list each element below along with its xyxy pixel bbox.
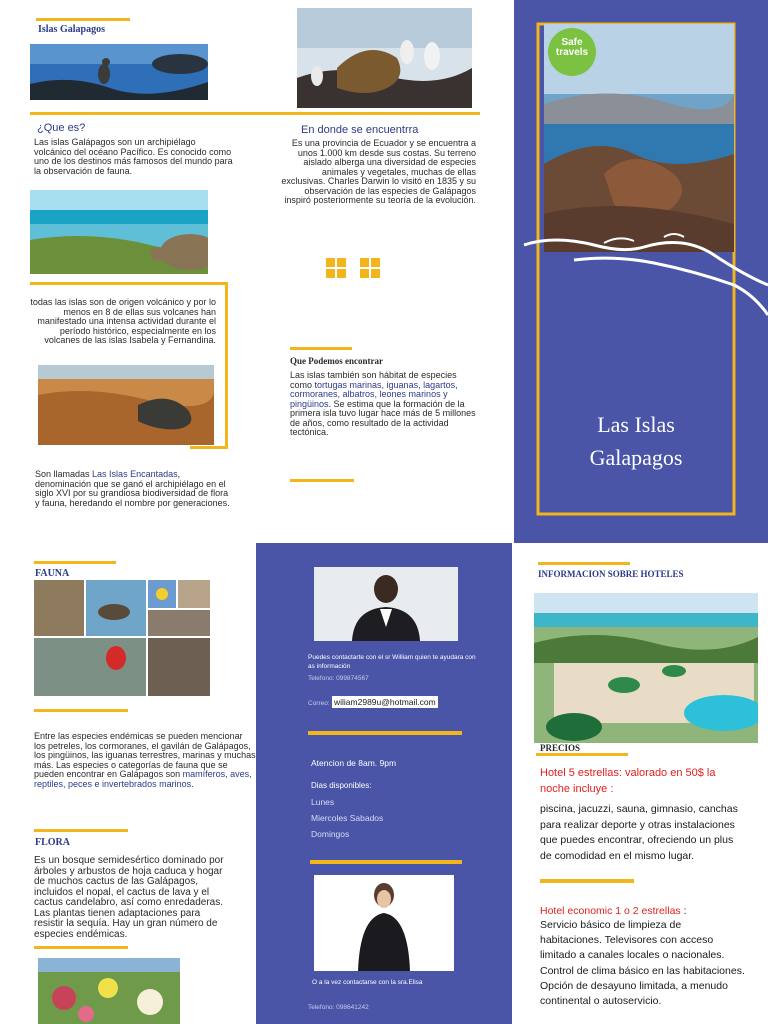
hotel5-title: Hotel 5 estrellas: valorado en 50$ la noche incluye : (540, 767, 716, 795)
que-es-text: Las islas Galápagos son un archipiélago volcánico del océano Pacífico. Es conocido como uno de los destinos más famosos del mundo para la observación de fauna. (34, 137, 233, 176)
podemos-text: Las islas también son hábitat de especies como tortugas marinas, iguanas, lagartos, cormoranes, albatros, leones marinos y pingüinos. Se estima que la formación de la primera isla tuvo lugar hace más de 5 millones de años, como resultado de la actividad tectónica. (290, 370, 476, 437)
grid-icon (360, 258, 380, 278)
fauna-title: FAUNA (35, 568, 70, 579)
volcanic-text: todas las islas son de origen volcánico y por lo menos en 8 de ellas sus volcanes han manifestado una intensa actividad durante el período histórico, especialmente en los volcanes de las islas Isabela y Fernandina. (30, 297, 216, 345)
panel-heading: Islas Galapagos (38, 24, 105, 35)
badge-text: Safe travels (555, 37, 589, 58)
day-item: Domingos (311, 829, 350, 839)
tortoise-photo (30, 190, 208, 274)
hotel5-text: piscina, jacuzzi, sauna, gimnasio, canchas para realizar deporte y otras instalaciones que puedes encontrar, ofreciendo un plus de comodidad en el mismo lugar. (540, 803, 738, 862)
hours-text: Atencion de 8am. 9pm (311, 758, 397, 768)
flora-text: Es un bosque semidesértico dominado por árboles y arbustos de hoja caduca y hogar de muchos cactus de las Galápagos, incluidos el nopal, el cactus de lava y el cactus candelabro, así como enredaderas. Las plantas tienen adaptaciones para resistir la sequía. Hay un gran número de especies endémicas. (34, 855, 224, 940)
accent-bar (34, 829, 128, 832)
elisa-text: O a la vez contactarse con la sra.Elisa (312, 979, 423, 986)
accent-bar (36, 18, 130, 21)
grid-icon (326, 258, 346, 278)
precios-title: PRECIOS (540, 743, 581, 753)
bird-photo (30, 44, 208, 100)
accent-divider (30, 112, 480, 115)
hotels-title: INFORMACION SOBRE HOTELES (538, 569, 684, 579)
marine-iguana-photo (38, 365, 214, 445)
safe-travels-badge (548, 28, 596, 76)
hotel-economic-text: Servicio básico de limpieza de habitaciones. Televisores con acceso limitado a canales locales o nacionales. Control de clima básico en las habitaciones. Opción de desayuno limitada, a menudo continental o autoservicio. (540, 919, 745, 1008)
donde-title: En donde se encuentrra (301, 124, 419, 136)
accent-divider (308, 731, 462, 735)
accent-bar (290, 479, 354, 482)
accent-bar (536, 753, 628, 756)
day-item: Lunes (311, 797, 335, 807)
accent-bar (34, 561, 116, 564)
flora-title: FLORA (35, 837, 70, 848)
accent-frame-top (30, 282, 228, 285)
contact-panel (256, 543, 512, 1024)
hotel-pool-photo (534, 593, 758, 743)
cover-title: Las Islas Galapagos (589, 412, 683, 470)
accent-bar (34, 709, 128, 712)
encantadas-text: Son llamadas Las Islas Encantadas, denominación que se ganó el archipiélago en el siglo XVI por su grandiosa biodiversidad de flora y fauna, heredando el nombre por generaciones. (35, 469, 230, 508)
correo-label: Correo: (308, 700, 330, 707)
accent-divider (540, 879, 634, 883)
donde-text: Es una provincia de Ecuador y se encuentra a unos 1.000 km desde sus costas. Su terreno aislado alberga una diversidad de especies animales y vegetales, muchas de ellas exclusivas. Charles Darwin lo visitó en 1835 y su observación de las especies de Galápagos inspiró posteriormente su teoría de la evolución. (281, 138, 476, 205)
elisa-photo (314, 875, 454, 971)
accent-bar (34, 946, 128, 949)
iguana-birds-photo (297, 8, 472, 108)
fauna-text: Entre las especies endémicas se pueden mencionar los petreles, los cormoranes, el gavilán de Galápagos, los pingüinos, las iguanas terrestres, marinas y muchas más. Las especies o categorías de fauna que se pueden encontrar en Galápagos son mamíferos, aves, reptiles, peces e invertebrados marinos. (34, 731, 256, 789)
cover-panel (514, 0, 768, 543)
que-es-title: ¿Que es? (37, 122, 86, 134)
hotel-economic-title: Hotel economic 1 o 2 estrellas : (540, 905, 687, 917)
days-title: Dias disponibles: (311, 781, 372, 790)
accent-frame-bottom (190, 446, 228, 449)
podemos-title: Que Podemos encontrar (290, 356, 383, 366)
william-phone: Telefono: 099874567 (308, 675, 369, 682)
elisa-phone: Telefono: 098641242 (308, 1004, 369, 1011)
email-link[interactable]: wiliam2989u@hotmail.com (334, 697, 436, 707)
day-item: Miercoles Sabados (311, 813, 384, 823)
accent-divider (310, 860, 462, 864)
accent-bar (290, 347, 352, 350)
accent-frame-side (225, 282, 228, 448)
accent-bar (538, 562, 630, 565)
william-photo (314, 567, 458, 641)
william-text: Puedes contactarte con el sr William quien te ayudara con as información (308, 654, 476, 670)
fauna-collage-photo (34, 580, 210, 696)
flora-photo (38, 958, 180, 1024)
hand-outline-decoration (514, 225, 768, 335)
